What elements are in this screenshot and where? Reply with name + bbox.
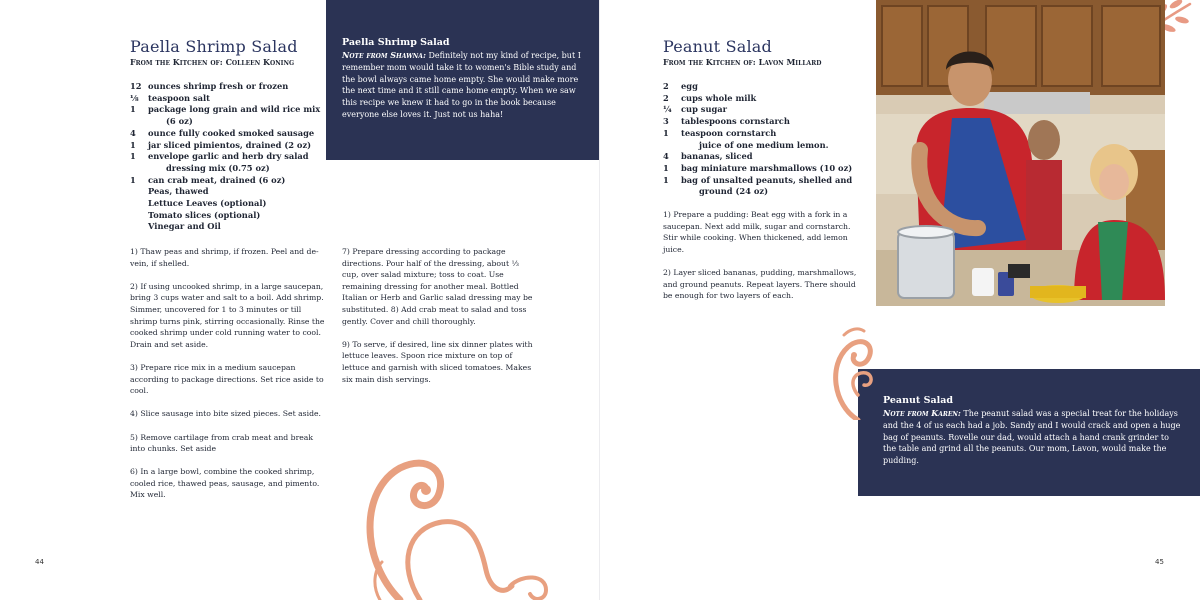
ingredient-qty: 2	[663, 92, 669, 103]
ingredient-item	[130, 210, 330, 222]
ingredient-text: ounces shrimp fresh or frozen	[148, 81, 289, 91]
ingredient-item	[663, 175, 868, 198]
ingredient-qty: 12	[130, 81, 142, 91]
ingredient-item	[130, 104, 330, 127]
recipe-title: Paella Shrimp Salad	[130, 37, 298, 56]
ingredient-item	[130, 175, 330, 187]
family-cooking-photo	[876, 0, 1165, 306]
ingredient-text: Lettuce Leaves (optional)	[148, 198, 267, 209]
ingredient-text: bag of unsalted peanuts, shelled and ground (24 oz)	[681, 174, 853, 197]
step-paragraph: 3) Prepare rice mix in a medium saucepan according to package directions. Set rice aside to cool.	[130, 362, 324, 396]
recipe-title: Peanut Salad	[663, 37, 772, 56]
step-paragraph: 9) To serve, if desired, line six dinner plates with lettuce leaves. Spoon rice mixture on top of lettuce and garnish with sliced tomatoes. Makes six main dish servings.	[342, 339, 533, 384]
step-paragraph: 1) Prepare a pudding: Beat egg with a fork in a saucepan. Next add milk, sugar and cornstarch. Stir while cooking. When thickened, add lemon juice.	[663, 210, 851, 254]
note-box	[326, 0, 600, 160]
ingredient-text: package long grain and wild rice mix (6 oz)	[148, 104, 321, 127]
ingredient-item	[663, 81, 868, 93]
note-label: Note from Karen:	[883, 408, 961, 418]
ingredient-item	[663, 151, 868, 163]
steps-column-1	[130, 246, 325, 513]
ingredient-qty: 1	[663, 174, 669, 185]
ingredient-qty: 4	[130, 127, 136, 138]
ingredient-text: can crab meat, drained (6 oz)	[148, 174, 286, 185]
ingredient-text: envelope garlic and herb dry salad dressing mix (0.75 oz)	[148, 151, 309, 173]
ingredient-text: tablespoons cornstarch	[681, 116, 790, 127]
ingredient-item	[663, 163, 868, 175]
ingredient-item	[663, 116, 868, 128]
step-paragraph: 6) In a large bowl, combine the cooked shrimp, cooled rice, thawed peas, sausage, and pimento. Mix well.	[130, 467, 320, 500]
ingredient-text: egg	[681, 81, 698, 91]
from-label: From the Kitchen of:	[663, 57, 756, 67]
ingredient-qty: 1	[130, 151, 136, 162]
note-box	[858, 369, 1200, 496]
ingredient-text: ounce fully cooked smoked sausage	[148, 127, 315, 138]
ingredient-item	[130, 140, 330, 152]
ingredient-text: bag miniature marshmallows (10 oz)	[681, 162, 853, 173]
ingredient-item	[130, 151, 330, 174]
ingredient-qty: ⅛	[130, 92, 139, 103]
ingredient-item	[130, 128, 330, 140]
ingredient-qty: 2	[663, 81, 669, 91]
ingredient-qty: 1	[130, 139, 136, 150]
ingredient-qty: 1	[663, 127, 669, 138]
step-paragraph: 2) If using uncooked shrimp, in a large saucepan, bring 3 cups water and salt to a boil. Add shrimp. Simmer, uncovered for 1 to 3 minutes or till shrimp turns pink, stirring occasionally. Rinse the cooked shrimp under cold running water to cool. Drain and set aside.	[130, 281, 325, 349]
step-paragraph: 1) Thaw peas and shrimp, if frozen. Peel and de-vein, if shelled.	[130, 247, 319, 268]
step-paragraph: 7) Prepare dressing according to package directions. Pour half of the dressing, about ⅓ cup, over salad mixture; toss to coat. Use remaining dressing for another meal. Bottled Italian or Herb and Garlic salad dressing may be substituted. 8) Add crab meat to salad and toss gently. Cover and chill thoroughly.	[342, 247, 533, 326]
page-number: 44	[35, 558, 44, 566]
note-text: The peanut salad was a special treat for the holidays and the 4 of us each had a job. Sandy and I would crack and open a huge bag of peanuts. Rovelle our dad, would attach a hand crank grinder to the table and grind all the peanuts. Our mom, Lavon, would make the pudding.	[883, 409, 1181, 466]
ingredient-text: teaspoon salt	[148, 92, 210, 103]
ingredient-item	[130, 221, 330, 233]
ingredient-qty: 1	[663, 162, 669, 173]
recipe-author	[663, 57, 821, 67]
ingredient-qty: 1	[130, 174, 136, 185]
ingredient-qty: 4	[663, 151, 669, 162]
steps-column-2	[342, 246, 538, 397]
ingredient-item	[663, 128, 868, 151]
ingredient-item	[130, 198, 330, 210]
note-title: Paella Shrimp Salad	[342, 37, 450, 48]
swirl-ornament-icon	[350, 450, 560, 600]
ingredient-qty: 1	[130, 104, 136, 115]
ingredient-qty: 3	[663, 116, 669, 127]
ingredient-item	[663, 104, 868, 116]
step-paragraph: 2) Layer sliced bananas, pudding, marshmallows, and ground peanuts. Repeat layers. There should be enough for two layers of each.	[663, 267, 857, 301]
ingredient-text: teaspoon cornstarch juice of one medium lemon.	[681, 127, 829, 150]
note-text: Definitely not my kind of recipe, but I remember mom would take it to women's Bible study and the bowl always came home empty. She would make more the next time and it still came home empty. When we saw this recipe we knew it had to go in the book because everyone else loves it. Just not us haha!	[342, 51, 581, 119]
ingredient-list	[130, 81, 330, 233]
note-body	[342, 50, 584, 121]
ingredient-text: cup sugar	[681, 104, 728, 115]
page-number: 45	[1155, 558, 1164, 566]
step-paragraph: 4) Slice sausage into bite sized pieces. Set aside.	[130, 409, 322, 419]
ingredient-qty	[130, 186, 148, 198]
ingredient-text: bananas, sliced	[681, 151, 753, 162]
swirl-ornament-icon	[828, 325, 878, 420]
ingredient-item	[130, 93, 330, 105]
recipe-author	[130, 57, 294, 67]
ingredient-item	[663, 93, 868, 105]
ingredient-text: Tomato slices (optional)	[148, 209, 261, 220]
ingredient-qty	[130, 198, 148, 210]
from-name: Lavon Millard	[758, 57, 822, 67]
ingredient-text: Vinegar and Oil	[148, 221, 221, 232]
ingredient-qty	[130, 210, 148, 222]
ingredient-qty: ¼	[663, 104, 672, 115]
steps-column	[663, 209, 863, 313]
from-label: From the Kitchen of:	[130, 57, 223, 67]
note-label: Note from Shawna:	[342, 50, 426, 60]
note-title: Peanut Salad	[883, 395, 954, 406]
ingredient-text: jar sliced pimientos, drained (2 oz)	[148, 139, 312, 150]
ingredient-item	[130, 186, 330, 198]
ingredient-qty	[130, 221, 148, 233]
note-body	[883, 408, 1184, 467]
ingredient-text: cups whole milk	[681, 92, 757, 103]
ingredient-text: Peas, thawed	[148, 186, 209, 197]
step-paragraph: 5) Remove cartilage from crab meat and break into chunks. Set aside	[130, 432, 314, 454]
ingredient-list	[663, 81, 868, 198]
from-name: Colleen Koning	[225, 57, 295, 67]
ingredient-item	[130, 81, 330, 93]
